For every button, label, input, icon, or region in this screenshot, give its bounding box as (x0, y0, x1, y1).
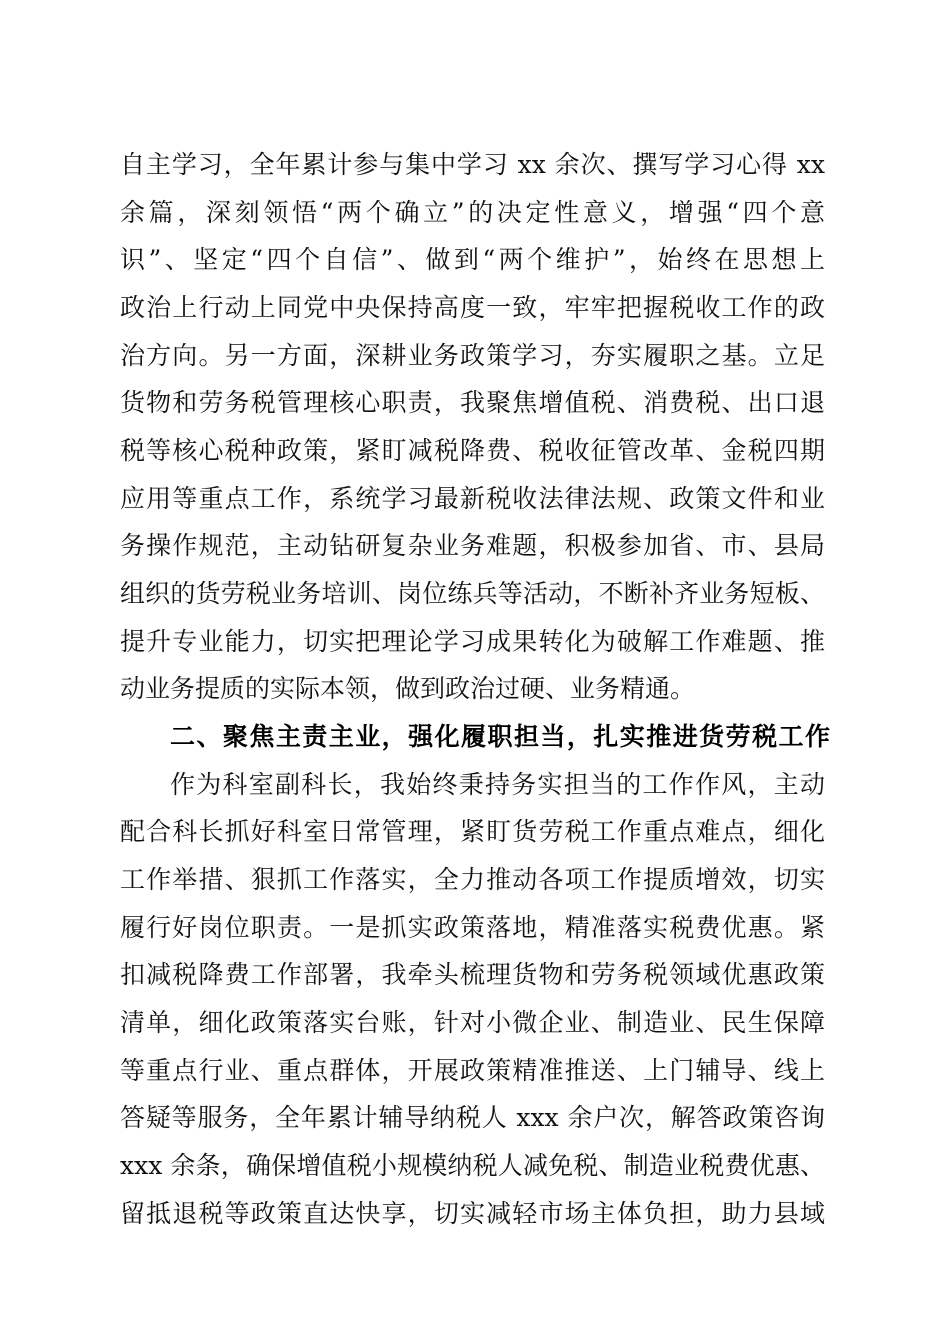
paragraph-line: 工作举措、狠抓工作落实，全力推动各项工作提质增效，切实 (120, 865, 825, 894)
paragraph-line: 扣减税降费工作部署，我牵头梳理货物和劳务税领域优惠政策 (120, 960, 825, 989)
paragraph-line: 答疑等服务，全年累计辅导纳税人 xxx 余户次，解答政策咨询 (120, 1103, 825, 1132)
paragraph-line: 等重点行业、重点群体，开展政策精准推送、上门辅导、线上 (120, 1056, 825, 1085)
paragraph-line: 组织的货劳税业务培训、岗位练兵等活动，不断补齐业务短板、 (120, 579, 825, 608)
paragraph-line: 清单，细化政策落实台账，针对小微企业、制造业、民生保障 (120, 1008, 825, 1037)
paragraph-line: 提升专业能力，切实把理论学习成果转化为破解工作难题、推 (120, 627, 825, 656)
paragraph-line: 余篇，深刻领悟“两个确立”的决定性意义，增强“四个意 (120, 198, 825, 227)
paragraph-line: 货物和劳务税管理核心职责，我聚焦增值税、消费税、出口退 (120, 388, 825, 417)
paragraph-line: 自主学习，全年累计参与集中学习 xx 余次、撰写学习心得 xx (120, 150, 825, 179)
paragraph-line: xxx 余条，确保增值税小规模纳税人减免税、制造业税费优惠、 (120, 1151, 825, 1180)
section-heading: 二、聚焦主责主业，强化履职担当，扎实推进货劳税工作 (170, 722, 830, 751)
paragraph-line: 务操作规范，主动钻研复杂业务难题，积极参加省、市、县局 (120, 531, 825, 560)
paragraph-line: 作为科室副科长，我始终秉持务实担当的工作作风，主动 (170, 770, 825, 799)
paragraph-line: 税等核心税种政策，紧盯减税降费、税收征管改革、金税四期 (120, 436, 825, 465)
paragraph-line: 应用等重点工作，系统学习最新税收法律法规、政策文件和业 (120, 484, 825, 513)
paragraph-line: 识”、坚定“四个自信”、做到“两个维护”，始终在思想上 (120, 245, 825, 274)
paragraph-line: 动业务提质的实际本领，做到政治过硬、业务精通。 (120, 674, 696, 703)
paragraph-line: 履行好岗位职责。一是抓实政策落地，精准落实税费优惠。紧 (120, 913, 825, 942)
paragraph-line: 政治上行动上同党中央保持高度一致，牢牢把握税收工作的政 (120, 293, 825, 322)
paragraph-line: 治方向。另一方面，深耕业务政策学习，夯实履职之基。立足 (120, 341, 825, 370)
paragraph-line: 配合科长抓好科室日常管理，紧盯货劳税工作重点难点，细化 (120, 817, 825, 846)
paragraph-line: 留抵退税等政策直达快享，切实减轻市场主体负担，助力县域 (120, 1199, 825, 1228)
